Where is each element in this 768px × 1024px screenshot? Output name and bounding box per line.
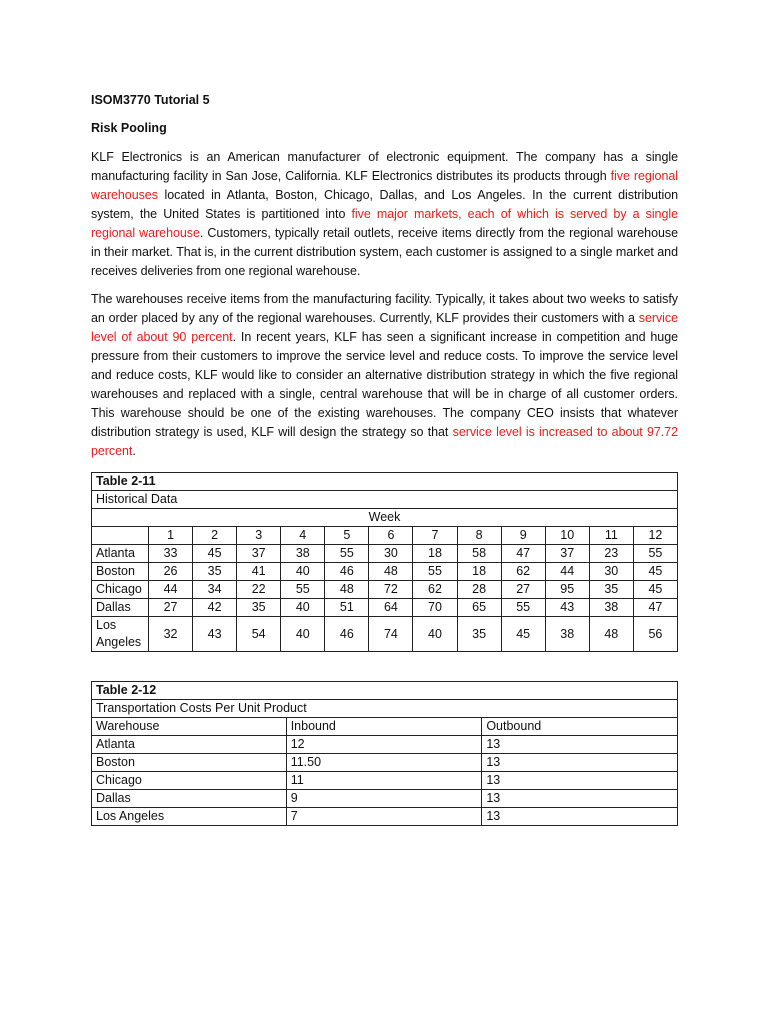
demand-value: 26 [149, 563, 193, 581]
highlighted-text: service level of about 90 percent [91, 311, 678, 344]
table-row [92, 581, 678, 599]
demand-value: 38 [281, 545, 325, 563]
demand-value: 47 [501, 545, 545, 563]
demand-value: 27 [149, 599, 193, 617]
paragraph-text: KLF Electronics is an American manufacturer of electronic equipment. The company has a single manufacturing facility in San Jose, California. KLF Electronics distributes its products through [91, 150, 678, 183]
demand-value: 37 [237, 545, 281, 563]
demand-value: 48 [369, 563, 413, 581]
demand-value: 62 [501, 563, 545, 581]
week-header-row [92, 527, 678, 545]
demand-value: 45 [501, 617, 545, 652]
table-row [92, 545, 678, 563]
table-subcaption: Historical Data [92, 491, 678, 509]
column-header: Inbound [286, 718, 482, 736]
table-row [92, 808, 678, 826]
table-subcaption-row [92, 700, 678, 718]
demand-value: 38 [589, 599, 633, 617]
demand-value: 72 [369, 581, 413, 599]
table-row [92, 790, 678, 808]
demand-value: 27 [501, 581, 545, 599]
week-header: 5 [325, 527, 369, 545]
demand-value: 44 [545, 563, 589, 581]
week-label-row [92, 509, 678, 527]
demand-value: 46 [325, 617, 369, 652]
paragraph-text: located in Atlanta, Boston, Chicago, Dallas, and Los Angeles. In the current distribution system, the United States is partitioned into [91, 188, 678, 221]
demand-value: 35 [457, 617, 501, 652]
demand-value: 32 [149, 617, 193, 652]
demand-value: 46 [325, 563, 369, 581]
demand-value: 65 [457, 599, 501, 617]
demand-value: 35 [193, 563, 237, 581]
demand-value: 22 [237, 581, 281, 599]
strategy-paragraph [91, 290, 678, 461]
table-row [92, 754, 678, 772]
week-header: 9 [501, 527, 545, 545]
corner-cell [92, 527, 149, 545]
table-caption: Table 2-11 [92, 473, 678, 491]
demand-value: 45 [633, 563, 677, 581]
demand-value: 35 [237, 599, 281, 617]
week-header: 10 [545, 527, 589, 545]
table-subcaption-row [92, 491, 678, 509]
table-caption-row [92, 682, 678, 700]
cost-cell: Dallas [92, 790, 287, 808]
demand-value: 42 [193, 599, 237, 617]
demand-value: 37 [545, 545, 589, 563]
week-header: 8 [457, 527, 501, 545]
document-content [91, 92, 678, 826]
section-heading: Risk Pooling [91, 121, 167, 135]
demand-value: 43 [193, 617, 237, 652]
week-header: 6 [369, 527, 413, 545]
city-label: Chicago [92, 581, 149, 599]
week-header: 1 [149, 527, 193, 545]
demand-value: 23 [589, 545, 633, 563]
paragraph-text: . [132, 444, 136, 458]
document-title: ISOM3770 Tutorial 5 [91, 93, 210, 107]
transportation-costs-table [91, 681, 678, 826]
week-header: 7 [413, 527, 457, 545]
week-header: 3 [237, 527, 281, 545]
demand-value: 30 [369, 545, 413, 563]
demand-value: 43 [545, 599, 589, 617]
table-subcaption: Transportation Costs Per Unit Product [92, 700, 678, 718]
demand-value: 55 [501, 599, 545, 617]
city-label: Dallas [92, 599, 149, 617]
cost-cell: 11.50 [286, 754, 482, 772]
highlighted-text: service level is increased to about 97.72 percent [91, 425, 678, 458]
demand-value: 70 [413, 599, 457, 617]
table-header-row [92, 718, 678, 736]
demand-value: 55 [633, 545, 677, 563]
week-header: 4 [281, 527, 325, 545]
demand-value: 45 [193, 545, 237, 563]
demand-value: 28 [457, 581, 501, 599]
week-header: 12 [633, 527, 677, 545]
demand-value: 64 [369, 599, 413, 617]
demand-value: 40 [281, 599, 325, 617]
cost-cell: 12 [286, 736, 482, 754]
demand-value: 40 [281, 563, 325, 581]
week-header: 2 [193, 527, 237, 545]
table-row [92, 617, 678, 652]
city-label: Los Angeles [92, 617, 149, 652]
cost-cell: Atlanta [92, 736, 287, 754]
demand-value: 30 [589, 563, 633, 581]
demand-value: 58 [457, 545, 501, 563]
cost-cell: 13 [482, 772, 678, 790]
table-caption-row [92, 473, 678, 491]
demand-value: 34 [193, 581, 237, 599]
week-header: 11 [589, 527, 633, 545]
demand-value: 51 [325, 599, 369, 617]
column-header: Warehouse [92, 718, 287, 736]
table-row [92, 599, 678, 617]
cost-cell: Chicago [92, 772, 287, 790]
table-row [92, 736, 678, 754]
demand-value: 55 [281, 581, 325, 599]
demand-value: 95 [545, 581, 589, 599]
demand-value: 35 [589, 581, 633, 599]
demand-value: 41 [237, 563, 281, 581]
demand-value: 40 [281, 617, 325, 652]
demand-value: 38 [545, 617, 589, 652]
cost-cell: 11 [286, 772, 482, 790]
demand-value: 44 [149, 581, 193, 599]
paragraph-text: . In recent years, KLF has seen a significant increase in competition and huge pressure from their customers to improve the service level and reduce costs. To improve the service level and reduce costs, KLF would like to consider an alternative distribution strategy in which the five regional warehouses and replaced with a single, central warehouse that will be in charge of all customer orders. This warehouse should be one of the existing warehouses. The company CEO insists that whatever distribution strategy is used, KLF will design the strategy so that [91, 330, 679, 439]
city-label: Atlanta [92, 545, 149, 563]
cost-cell: Los Angeles [92, 808, 287, 826]
cost-cell: Boston [92, 754, 287, 772]
table-row [92, 563, 678, 581]
demand-value: 47 [633, 599, 677, 617]
demand-value: 55 [413, 563, 457, 581]
demand-value: 48 [589, 617, 633, 652]
cost-cell: 13 [482, 754, 678, 772]
paragraph-text: The warehouses receive items from the manufacturing facility. Typically, it takes about two weeks to satisfy an order placed by any of the regional warehouses. Currently, KLF provides their customers with a [91, 292, 678, 325]
highlighted-text: five regional warehouses [91, 169, 678, 202]
demand-value: 56 [633, 617, 677, 652]
demand-value: 45 [633, 581, 677, 599]
demand-value: 74 [369, 617, 413, 652]
demand-value: 18 [457, 563, 501, 581]
demand-value: 33 [149, 545, 193, 563]
demand-value: 54 [237, 617, 281, 652]
cost-cell: 13 [482, 790, 678, 808]
intro-paragraph [91, 148, 678, 281]
city-label: Boston [92, 563, 149, 581]
demand-value: 40 [413, 617, 457, 652]
cost-cell: 13 [482, 808, 678, 826]
table-row [92, 772, 678, 790]
cost-cell: 13 [482, 736, 678, 754]
cost-cell: 9 [286, 790, 482, 808]
cost-cell: 7 [286, 808, 482, 826]
week-label: Week [92, 509, 678, 527]
demand-value: 62 [413, 581, 457, 599]
historical-data-table [91, 472, 678, 652]
demand-value: 55 [325, 545, 369, 563]
table-caption: Table 2-12 [92, 682, 678, 700]
demand-value: 18 [413, 545, 457, 563]
column-header: Outbound [482, 718, 678, 736]
highlighted-text: five major markets, each of which is served by a single regional warehouse [91, 207, 678, 240]
demand-value: 48 [325, 581, 369, 599]
paragraph-text: . Customers, typically retail outlets, receive items directly from the regional warehouse in their market. That is, in the current distribution system, each customer is assigned to a single market and receives deliveries from one regional warehouse. [91, 226, 678, 278]
